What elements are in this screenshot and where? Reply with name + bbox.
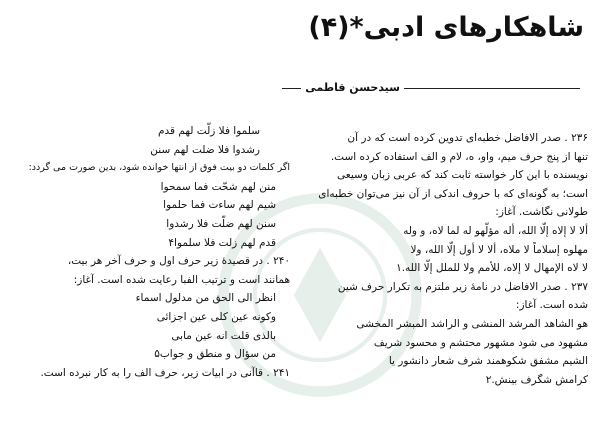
page-title: شاهکارهای ادبی*(۴) bbox=[308, 12, 584, 43]
text-line: ۲۴۰ . در قصیدهٔ زیر حرف اول و حرف آخر هر بیت، bbox=[67, 255, 290, 268]
arabic-text-line: ألا لا إلاه إلّا الله، أله مؤلّهو له لما لاه، و وله bbox=[403, 224, 588, 237]
poem-line: سنن لهم ضلّت فلا رشدوا bbox=[166, 217, 276, 230]
author-name: سیدحسن قاطمی bbox=[301, 79, 404, 97]
text-line: کرامش شگرف بینش.٢ bbox=[485, 373, 588, 386]
arabic-text-line: مهلوه إسلاماً لا ملاه، ألا لا أول إلّا الله، ولا bbox=[410, 243, 588, 256]
poem-line: انظر الی الحق من مدلول اسماء bbox=[135, 292, 276, 305]
right-column bbox=[306, 129, 588, 389]
text-line: مشهود می شود مشهور محتشم و محسود شریف bbox=[373, 336, 588, 349]
poem-line: بالذی قلت انه عین مابی bbox=[171, 329, 276, 342]
text-line: شده است. آغاز: bbox=[515, 299, 588, 312]
text-line: نویسنده با این کار خواسته ثابت کند که عربی زبان وسیعی bbox=[337, 169, 588, 182]
poem-line: قدم لهم زلت فلا سلموا۴ bbox=[168, 236, 276, 249]
left-column bbox=[14, 122, 290, 382]
poem-line: من سؤال و منطق و جواب۵ bbox=[154, 348, 276, 361]
arabic-text-line: هو الشاهد المرشد المنشی و الراشد المبشر المخشی bbox=[356, 317, 588, 330]
poem-line: سلموا فلا زلّت لهم قدم bbox=[158, 125, 260, 137]
text-line: است؛ به گونه‌ای که با حروف اندکی از آن نیز می‌توان خطبه‌ای bbox=[318, 187, 588, 200]
poem-line: رشدوا فلا ضلت لهم سنن bbox=[150, 143, 260, 156]
poem-line: شیم لهم ساءت فما حلموا bbox=[163, 199, 276, 212]
text-line: اگر کلمات دو بیت فوق از انتها خوانده شود، بدین صورت می گردد: bbox=[28, 162, 290, 174]
poem-line: منن لهم شحّت فما سمحوا bbox=[160, 180, 276, 193]
text-line: همانند است و ترتیب الفبا رعایت شده است. آغاز: bbox=[73, 273, 290, 286]
text-line: الشیم مشفق شکوهمند شرف شعار دانشور یا bbox=[388, 355, 588, 368]
text-line: ۲۳۶ . صدر الافاضل خطبه‌ای تدوین کرده است که در آن bbox=[347, 132, 588, 144]
text-line: ۲۳۷ . صدر الافاضل در نامهٔ زیر ملتزم به تکرار حرف شین bbox=[337, 280, 588, 293]
arabic-text-line: لا لاه الإمهال لا إلاه، للأمم ولا للملل إلّا الله.١ bbox=[396, 262, 588, 275]
poem-line: وکونه عین کلی عین اجزائی bbox=[156, 310, 276, 323]
text-line: طولانی نگاشت. آغاز: bbox=[495, 206, 588, 219]
text-line: تنها از پنج حرف میم، واو، ه، لام و الف استفاده کرده است. bbox=[330, 150, 588, 163]
text-line: ۲۴۱ . قاآنی در ابیات زیر، حرف الف را به کار نبرده است. bbox=[40, 366, 290, 379]
